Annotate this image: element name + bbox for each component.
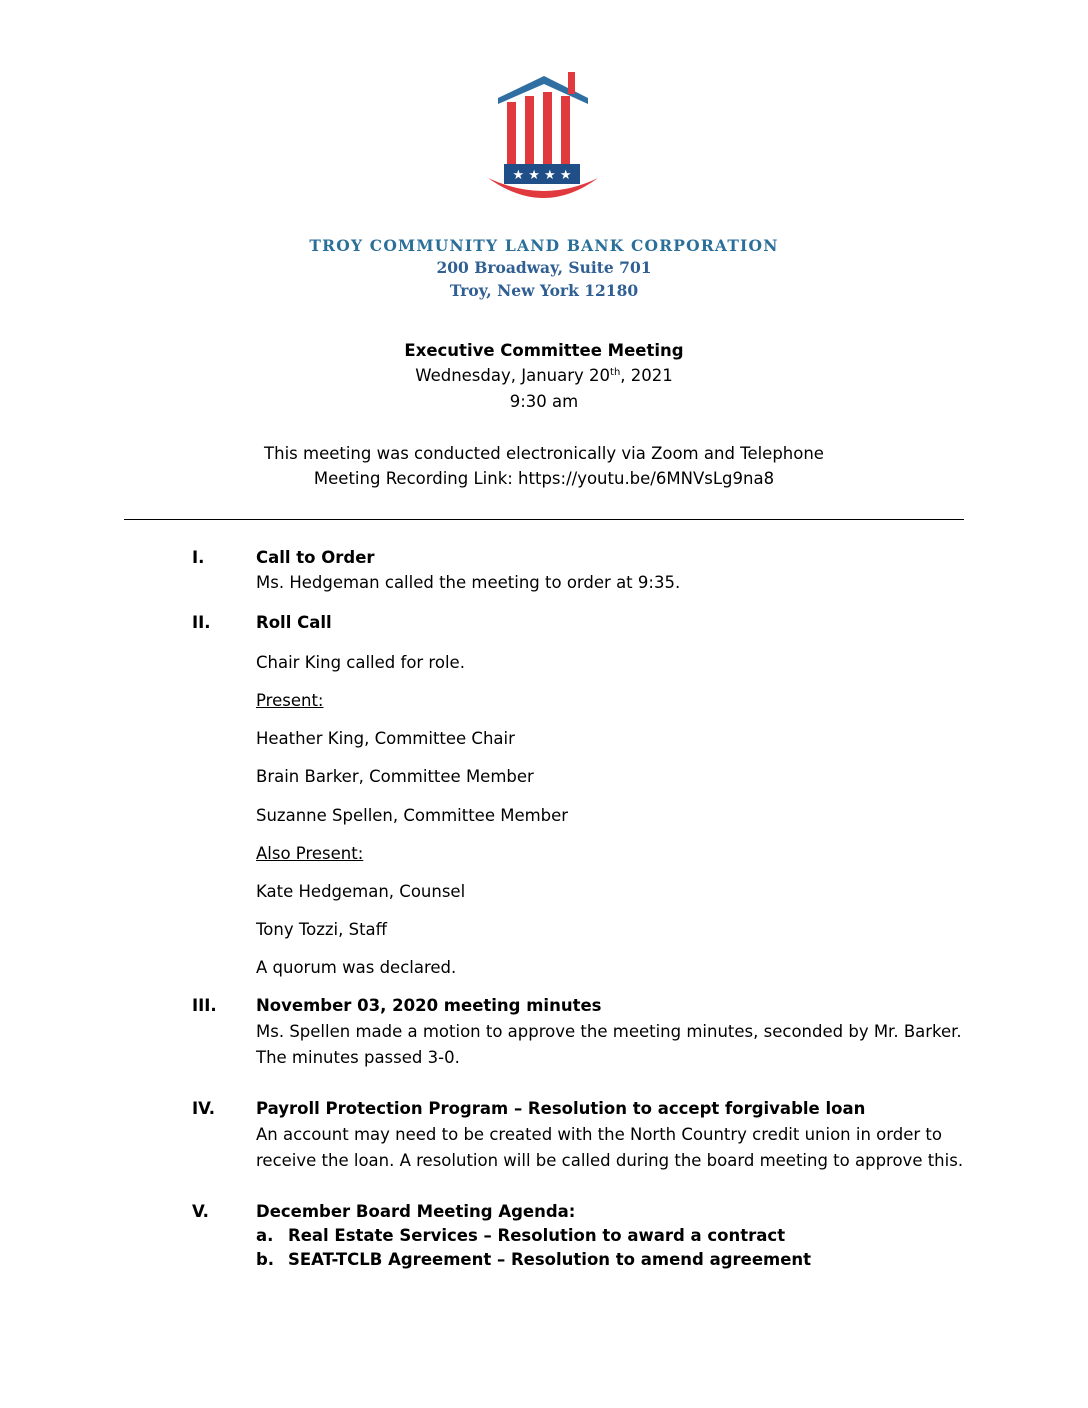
section-body-line: Ms. Spellen made a motion to approve the meeting minutes, seconded by Mr. Barker. [256,1022,962,1041]
quorum-note: A quorum was declared. [256,958,457,977]
section-number: II. [192,613,211,632]
agenda-item-text: SEAT-TCLB Agreement – Resolution to amend agreement [288,1250,812,1269]
section-number: III. [192,996,217,1015]
meeting-date-ordinal: th [610,367,621,378]
svg-text:★ ★ ★ ★: ★ ★ ★ ★ [512,168,572,183]
section-body-line: The minutes passed 3-0. [256,1048,460,1067]
meeting-time: 9:30 am [509,392,579,411]
attendee-item: Tony Tozzi, Staff [256,920,388,939]
section-title: December Board Meeting Agenda: [256,1202,576,1221]
org-address-line1: 200 Broadway, Suite 701 [436,258,652,277]
also-present-label: Also Present: [256,844,364,863]
attendee-item: Kate Hedgeman, Counsel [256,882,466,901]
section-title: Payroll Protection Program – Resolution to accept forgivable loan [256,1099,866,1118]
capitol-building-logo-icon [484,70,604,210]
meeting-date-year: , 2021 [620,366,673,385]
meeting-date-prefix: Wednesday, January 20 [415,366,611,385]
agenda-item-text: Real Estate Services – Resolution to award a contract [288,1226,786,1245]
meeting-title: Executive Committee Meeting [404,341,684,360]
attendee-item: Brain Barker, Committee Member [256,767,534,786]
org-name: TROY COMMUNITY LAND BANK CORPORATION [309,236,779,255]
agenda-item-letter: b. [256,1250,275,1269]
meeting-recording-link[interactable]: Meeting Recording Link: https://youtu.be/6MNVsLg9na8 [313,469,775,488]
divider-rule [124,519,964,520]
section-body: Ms. Hedgeman called the meeting to order at 9:35. [256,573,681,592]
section-number: V. [192,1202,209,1221]
attendee-item: Suzanne Spellen, Committee Member [256,806,569,825]
section-number: IV. [192,1099,216,1118]
section-title: November 03, 2020 meeting minutes [256,996,602,1015]
section-body-line: An account may need to be created with the North Country credit union in order to [256,1125,942,1144]
org-address-line2: Troy, New York 12180 [449,281,639,300]
attendee-item: Heather King, Committee Chair [256,729,515,748]
present-label: Present: [256,691,324,710]
agenda-item-letter: a. [256,1226,274,1245]
section-body-line: receive the loan. A resolution will be called during the board meeting to approve this. [256,1151,964,1170]
section-title: Call to Order [256,548,375,567]
section-number: I. [192,548,205,567]
meeting-date [0,366,1088,385]
roll-call-intro: Chair King called for role. [256,653,465,672]
meeting-conducted-note: This meeting was conducted electronically via Zoom and Telephone [264,444,824,463]
section-title: Roll Call [256,613,332,632]
